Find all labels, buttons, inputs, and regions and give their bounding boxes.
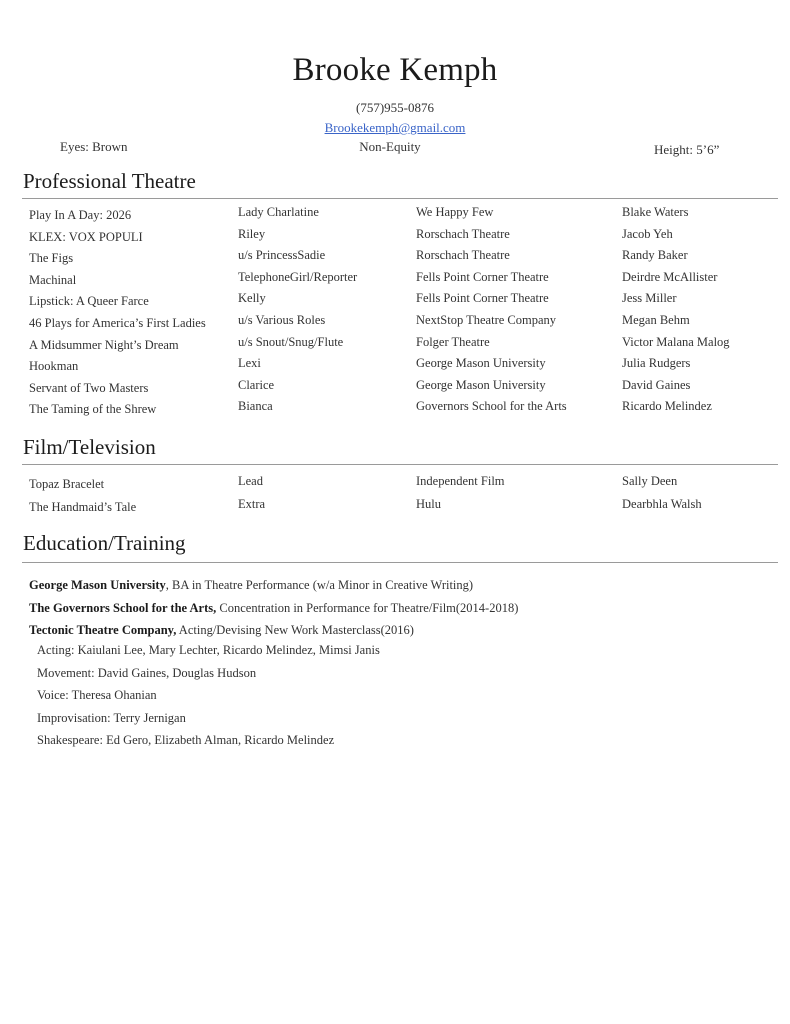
credit-row — [0, 248, 790, 270]
credit-role: Lexi — [238, 356, 261, 371]
credit-company: George Mason University — [416, 377, 546, 392]
section-divider — [22, 464, 778, 465]
credit-role: u/s Various Roles — [238, 312, 326, 327]
credit-role: TelephoneGirl/Reporter — [238, 269, 358, 284]
credit-production: A Midsummer Night’s Dream — [29, 337, 179, 352]
email-link[interactable]: Brookekemph@gmail.com — [324, 120, 466, 135]
credit-row — [0, 335, 790, 357]
credit-row — [0, 270, 790, 292]
credit-company: Governors School for the Arts — [416, 399, 567, 414]
credit-production: Topaz Bracelet — [29, 477, 105, 491]
credit-production: 46 Plays for America’s First Ladies — [29, 315, 206, 330]
credit-row — [0, 399, 790, 421]
credit-role: Extra — [238, 497, 266, 511]
credit-role: u/s Snout/Snug/Flute — [238, 334, 344, 349]
credit-company: Rorschach Theatre — [416, 226, 510, 241]
credit-production: The Taming of the Shrew — [29, 402, 157, 417]
school-name: The Governors School for the Arts, — [29, 600, 217, 615]
credit-production: Machinal — [29, 272, 77, 287]
section-title-education-training: Education/Training — [23, 531, 186, 555]
credit-company: Fells Point Corner Theatre — [416, 269, 549, 284]
credit-role: Riley — [238, 226, 266, 241]
credit-role: Bianca — [238, 399, 273, 414]
credit-director: Megan Behm — [622, 312, 690, 327]
education-entry — [29, 578, 518, 601]
credit-row — [0, 313, 790, 335]
credit-company: Fells Point Corner Theatre — [416, 291, 549, 306]
credit-production: KLEX: VOX POPULI — [29, 229, 143, 244]
credit-director: Blake Waters — [622, 205, 689, 219]
credit-director: David Gaines — [622, 377, 691, 392]
credit-company: Independent Film — [416, 474, 505, 488]
section-title-professional-theatre: Professional Theatre — [23, 169, 196, 193]
training-entry: Movement: David Gaines, Douglas Hudson — [37, 665, 257, 680]
credit-director: Randy Baker — [622, 248, 688, 263]
credit-production: The Figs — [29, 251, 74, 266]
credit-company: NextStop Theatre Company — [416, 312, 557, 327]
credit-row — [0, 356, 790, 378]
credit-company: Hulu — [416, 497, 441, 511]
credit-role: Lady Charlatine — [238, 205, 319, 219]
section-title-film-television: Film/Television — [23, 435, 156, 459]
union-status: Non-Equity — [359, 139, 421, 154]
credit-production: The Handmaid’s Tale — [29, 500, 137, 514]
school-detail: Acting/Devising New Work Masterclass(2016) — [176, 623, 414, 637]
credit-row — [0, 378, 790, 400]
credit-company: George Mason University — [416, 356, 546, 371]
credit-company: Folger Theatre — [416, 334, 490, 349]
film-credits-table — [0, 474, 790, 520]
credit-row — [0, 205, 790, 227]
credit-production: Servant of Two Masters — [29, 380, 149, 395]
section-divider — [22, 562, 778, 563]
credit-director: Jacob Yeh — [622, 226, 673, 241]
credit-role: u/s PrincessSadie — [238, 248, 326, 263]
credit-row — [0, 291, 790, 313]
credit-row — [0, 497, 790, 520]
eye-color: Eyes: Brown — [60, 139, 128, 154]
school-detail: Concentration in Performance for Theatre/Film(2014-2018) — [216, 600, 519, 615]
credit-production: Hookman — [29, 359, 79, 374]
credit-row — [0, 474, 790, 497]
credit-director: Julia Rudgers — [622, 356, 691, 371]
school-detail: , BA in Theatre Performance (w/a Minor in Creative Writing) — [165, 578, 474, 592]
credit-role: Lead — [238, 474, 263, 488]
credit-production: Lipstick: A Queer Farce — [29, 294, 149, 309]
credit-director: Dearbhla Walsh — [622, 497, 702, 511]
training-entry: Acting: Kaiulani Lee, Mary Lechter, Ricardo Melindez, Mimsi Janis — [37, 643, 380, 657]
training-entry: Improvisation: Terry Jernigan — [37, 710, 186, 725]
education-entry — [29, 601, 518, 624]
applicant-name: Brooke Kemph — [292, 52, 498, 88]
school-name: Tectonic Theatre Company, — [29, 623, 177, 637]
training-entry: Shakespeare: Ed Gero, Elizabeth Alman, Ricardo Melindez — [37, 733, 335, 747]
credit-director: Jess Miller — [622, 291, 677, 306]
credit-director: Ricardo Melindez — [622, 399, 712, 414]
school-name: George Mason University — [29, 578, 166, 592]
credit-director: Deirdre McAllister — [622, 269, 718, 284]
credit-role: Clarice — [238, 377, 275, 392]
education-list — [29, 578, 518, 646]
credit-director: Sally Deen — [622, 474, 678, 488]
credit-director: Victor Malana Malog — [622, 334, 730, 349]
section-divider — [22, 198, 778, 199]
phone-number: (757)955-0876 — [356, 100, 434, 115]
professional-credits-table — [0, 205, 790, 421]
training-entry: Voice: Theresa Ohanian — [37, 688, 157, 702]
credit-company: Rorschach Theatre — [416, 248, 510, 263]
height: Height: 5’6” — [654, 142, 720, 157]
training-list — [37, 643, 380, 756]
credit-company: We Happy Few — [416, 205, 494, 219]
credit-row — [0, 227, 790, 249]
credit-role: Kelly — [238, 291, 266, 306]
credit-production: Play In A Day: 2026 — [29, 208, 132, 222]
